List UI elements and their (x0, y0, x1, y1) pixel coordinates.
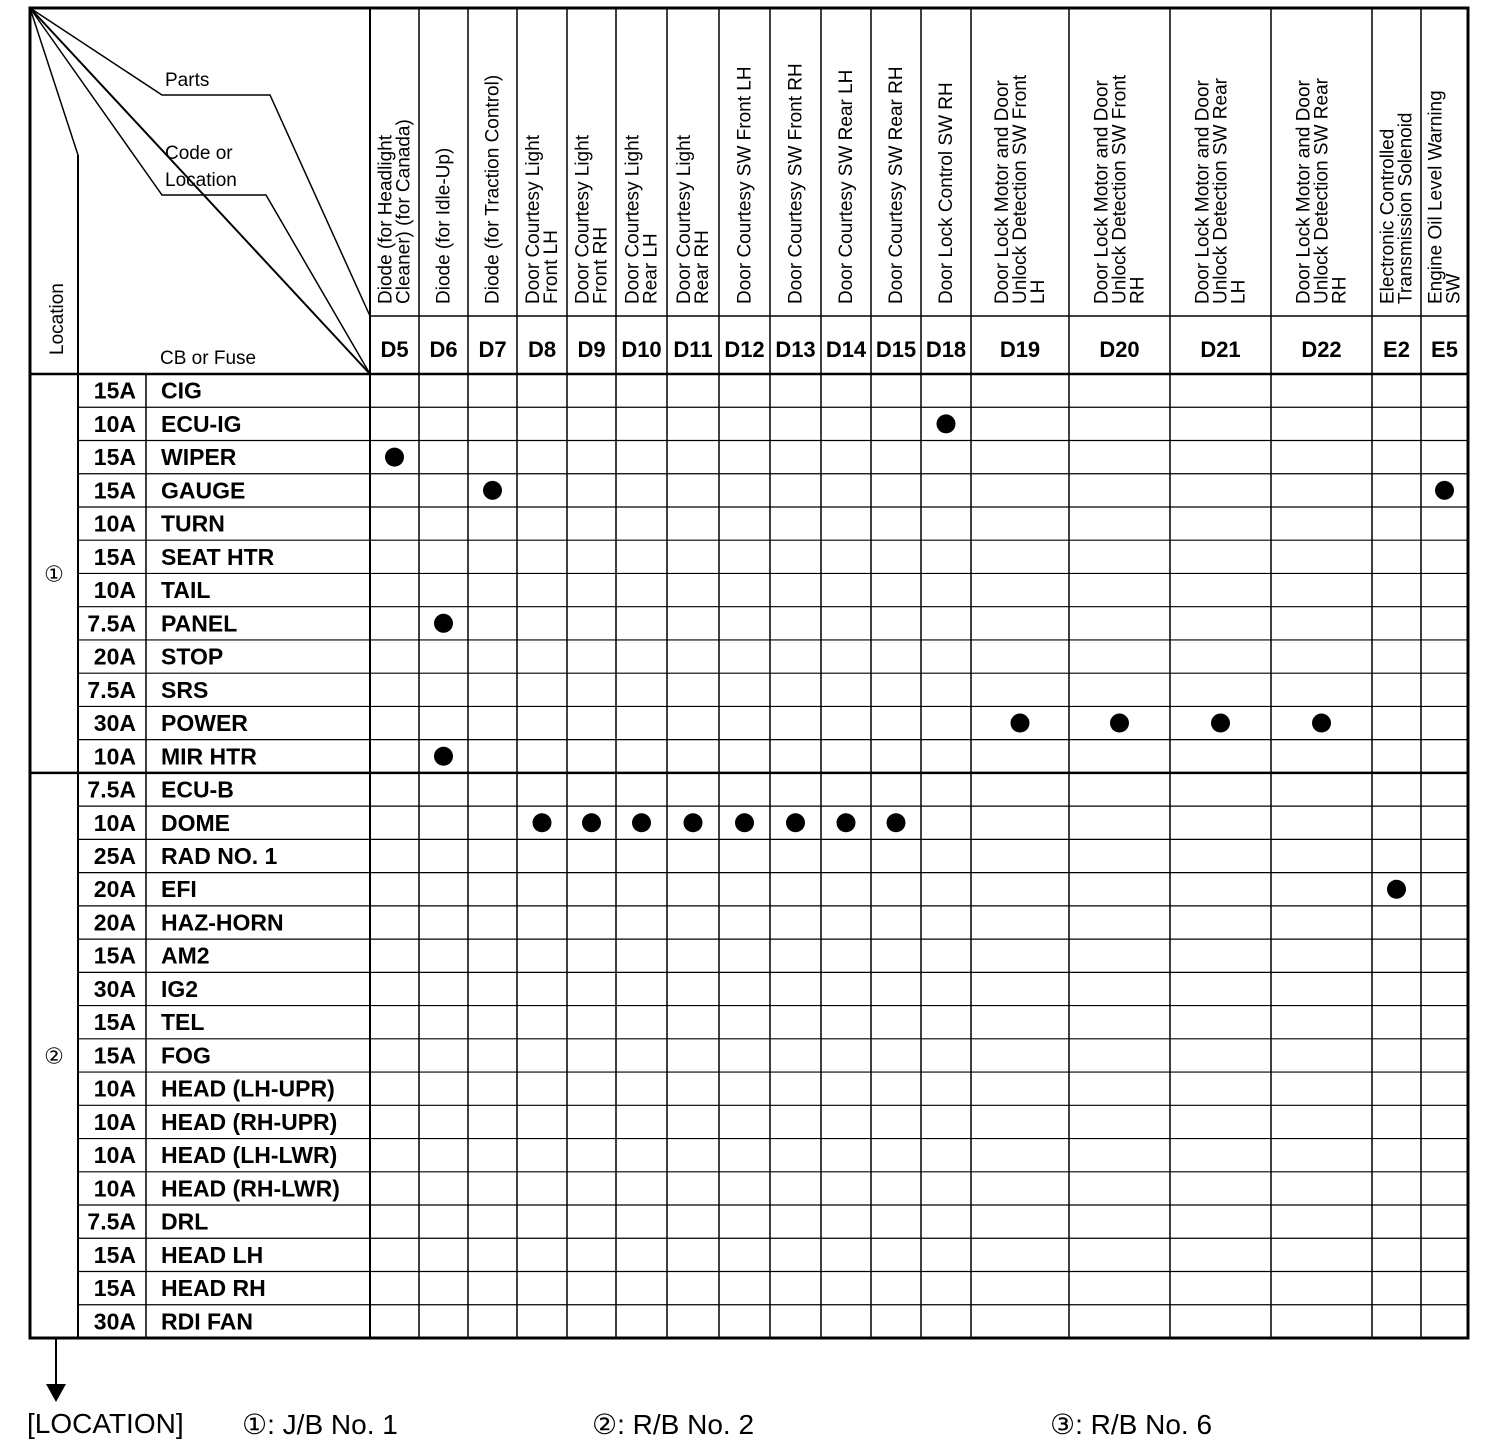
part-name-line: Door Lock Motor and Door (1293, 80, 1315, 304)
fuse-name: CIG (161, 377, 202, 404)
location-marker: ① (44, 561, 64, 587)
connection-dot (582, 813, 601, 832)
connection-dots (385, 414, 1454, 898)
fuse-amp: 15A (93, 477, 136, 504)
connection-dot (1211, 714, 1230, 733)
part-code: D8 (527, 337, 557, 362)
fuse-name: RDI FAN (161, 1308, 253, 1335)
part-code: D19 (999, 337, 1041, 362)
fuse-amp: 7.5A (87, 776, 136, 803)
part-name-line: Diode (for Idle-Up) (433, 147, 455, 304)
part-name-line: Front LH (541, 230, 562, 304)
part-name-line: Cleaner) (for Canada) (393, 119, 415, 304)
fuse-name: SRS (161, 676, 209, 703)
fuse-amp: 10A (93, 410, 136, 437)
fuse-name: AM2 (161, 942, 210, 969)
fuse-amp: 15A (93, 1009, 136, 1036)
part-code: D10 (621, 337, 662, 362)
legend-item-1: ①: J/B No. 1 (242, 1409, 398, 1440)
fuse-amp: 10A (93, 1108, 136, 1135)
connection-dot (434, 747, 453, 766)
part-name-line: Transmission Solenoid (1395, 112, 1417, 304)
fuse-amp: 20A (93, 643, 136, 670)
part-code: D14 (825, 337, 867, 362)
fuse-amp: 15A (93, 377, 136, 404)
fuse-amp: 20A (93, 876, 136, 903)
fuse-amp: 15A (93, 1275, 136, 1302)
part-name-line: Diode (for Traction Control) (482, 74, 504, 304)
part-code: D20 (1099, 337, 1140, 362)
fuse-name: PANEL (161, 610, 238, 637)
part-code: E5 (1431, 337, 1458, 362)
connection-dot (632, 813, 651, 832)
part-code: D22 (1301, 337, 1342, 362)
part-name-line: Diode (for Headlight (375, 135, 397, 304)
fuse-name: TURN (161, 510, 225, 537)
connection-dot (1110, 714, 1129, 733)
fuse-amp: 7.5A (87, 610, 136, 637)
fuse-name: HEAD LH (161, 1241, 264, 1268)
fuse-name: ECU-IG (161, 410, 242, 437)
part-code: D15 (875, 337, 917, 362)
fuse-amp: 10A (93, 510, 136, 537)
connection-dot (1312, 714, 1331, 733)
code-label-line2: Location (165, 170, 237, 191)
part-code: D11 (673, 337, 713, 362)
fuse-name: HEAD (LH-UPR) (161, 1075, 335, 1102)
fuse-name: GAUGE (161, 477, 246, 504)
fuse-amp: 30A (93, 1308, 136, 1335)
legend-item-3: ③: R/B No. 6 (1050, 1409, 1213, 1440)
part-name-line: SW (1443, 273, 1465, 304)
part-code: D13 (775, 337, 816, 362)
connection-dot (887, 813, 906, 832)
fuse-name: STOP (161, 643, 224, 670)
part-name-line: Door Lock Control SW RH (936, 82, 957, 304)
connection-dot (786, 813, 805, 832)
fuse-amp: 15A (93, 543, 136, 570)
fuse-amp: 7.5A (87, 1208, 136, 1235)
connection-dot (1011, 714, 1030, 733)
connection-dot (483, 481, 502, 500)
fuse-amp: 10A (93, 577, 136, 604)
fuse-amp: 15A (93, 942, 136, 969)
connection-dot (684, 813, 703, 832)
part-name-line: Rear RH (692, 230, 713, 304)
part-name-line: Door Courtesy SW Front LH (734, 66, 756, 304)
code-label-line1: Code or (165, 143, 233, 164)
parts-label: Parts (165, 70, 210, 91)
part-name-line: Unlock Detection SW Rear (1311, 78, 1333, 304)
connection-dot (837, 813, 856, 832)
fuse-amp: 10A (93, 1075, 136, 1102)
part-name-line: Door Courtesy Light (622, 135, 644, 304)
fuse-name: HEAD (RH-UPR) (161, 1108, 338, 1135)
fuse-name: TAIL (161, 577, 211, 604)
fuse-name: HAZ-HORN (161, 909, 284, 936)
fuse-name: MIR HTR (161, 743, 257, 770)
part-name-line: LH (1028, 279, 1049, 304)
fuse-amp: 10A (93, 743, 136, 770)
fuse-amp: 10A (93, 1142, 136, 1169)
part-code: D7 (478, 337, 507, 362)
fuse-name: DOME (161, 809, 230, 836)
part-name-line: Unlock Detection SW Front (1109, 74, 1131, 304)
part-code: D9 (577, 337, 606, 362)
fuse-name: DRL (161, 1208, 209, 1235)
fuse-amp: 15A (93, 1241, 136, 1268)
fuse-rows (44, 378, 340, 1335)
part-code: D12 (724, 337, 765, 362)
part-name-line: Door Courtesy SW Front RH (785, 63, 807, 304)
arrow-down-icon (46, 1384, 66, 1402)
fuse-name: TEL (161, 1009, 205, 1036)
part-name-line: Door Lock Motor and Door (992, 80, 1013, 304)
location-marker: ② (44, 1043, 64, 1069)
part-name-line: LH (1228, 279, 1250, 304)
fuse-amp: 30A (93, 710, 136, 737)
code-row (380, 337, 1458, 362)
connection-dot (434, 614, 453, 633)
part-name-line: Unlock Detection SW Rear (1210, 78, 1232, 304)
fuse-name: POWER (161, 710, 248, 737)
fuse-amp: 10A (93, 1175, 136, 1202)
fuse-name: RAD NO. 1 (161, 843, 278, 869)
part-name-line: Door Lock Motor and Door (1091, 80, 1113, 304)
fuse-amp: 25A (93, 843, 136, 869)
part-code: D21 (1200, 337, 1241, 362)
part-name-line: Electronic Controlled (1377, 128, 1399, 304)
part-name-line: Engine Oil Level Warning (1425, 90, 1447, 304)
location-arrow (46, 1338, 66, 1402)
connection-dot (533, 813, 552, 832)
connection-dot (937, 414, 956, 433)
cb-fuse-label: CB or Fuse (160, 348, 257, 369)
part-name-line: RH (1329, 276, 1351, 304)
fuse-amp: 20A (93, 909, 136, 936)
fuse-name: EFI (161, 876, 197, 903)
part-name-line: Door Courtesy Light (523, 135, 544, 304)
location-label: Location (47, 283, 68, 355)
legend-item-2: ②: R/B No. 2 (592, 1409, 755, 1440)
part-name-line: Door Lock Motor and Door (1192, 80, 1214, 304)
part-name-line: Unlock Detection SW Front (1010, 74, 1031, 304)
part-name-line: RH (1127, 276, 1149, 304)
fuse-name: FOG (161, 1042, 211, 1069)
fuse-name: ECU-B (161, 776, 234, 803)
legend-title: [LOCATION] (27, 1408, 184, 1439)
fuse-amp: 15A (93, 1042, 136, 1069)
fuse-name: HEAD (LH-LWR) (161, 1142, 338, 1169)
fuse-amp: 10A (93, 809, 136, 836)
part-name-line: Door Courtesy Light (674, 135, 695, 304)
part-code: D6 (429, 337, 458, 362)
part-headers (376, 63, 1465, 304)
part-name-line: Door Courtesy SW Rear LH (836, 69, 857, 304)
fuse-name: SEAT HTR (161, 543, 275, 570)
fuse-name: IG2 (161, 975, 199, 1002)
connection-dot (385, 448, 404, 467)
fuse-name: WIPER (161, 444, 237, 471)
part-code: E2 (1383, 337, 1410, 362)
fuse-name: HEAD RH (161, 1275, 266, 1302)
part-code: D5 (380, 337, 409, 362)
connection-dot (1387, 880, 1406, 899)
part-name-line: Door Courtesy Light (572, 135, 594, 304)
part-code: D18 (925, 337, 967, 362)
part-name-line: Rear LH (640, 233, 662, 304)
fuse-name: HEAD (RH-LWR) (161, 1175, 340, 1202)
fuse-amp: 7.5A (87, 676, 136, 703)
connection-dot (735, 813, 754, 832)
part-name-line: Door Courtesy SW Rear RH (886, 66, 907, 304)
part-name-line: Front RH (590, 226, 612, 304)
fuse-amp: 30A (93, 975, 136, 1002)
fuse-amp: 15A (93, 444, 136, 471)
connection-dot (1435, 481, 1454, 500)
